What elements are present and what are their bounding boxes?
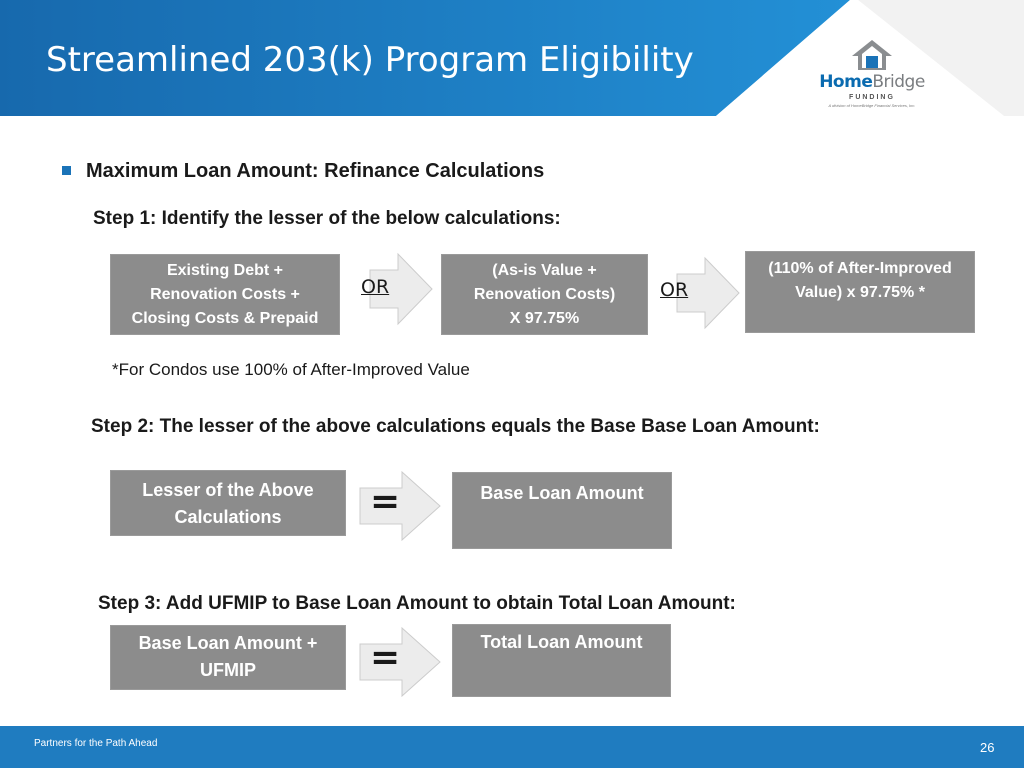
calc-line: Total Loan Amount [480,632,643,652]
page-number: 26 [980,740,995,755]
calc-line: UFMIP [200,660,256,680]
step1-label: Step 1: Identify the lesser of the below calculations: [93,208,561,229]
calc-box-existing-debt [110,254,340,335]
house-icon [850,38,894,72]
logo-fineprint: A division of HomeBridge Financial Services, Inc. [828,103,916,108]
or-label-2: OR [660,279,689,301]
calc-line: X 97.75% [509,310,580,327]
calc-line: Base Loan Amount [480,483,644,503]
header-banner [0,0,1024,116]
base-plus-ufmip-box [110,625,346,690]
base-loan-amount-box [452,472,672,549]
calc-line: Value) x 97.75% * [795,284,925,301]
calc-line: Base Loan Amount + [138,633,318,653]
calc-line: Existing Debt + [166,262,284,279]
homebridge-logo [812,36,932,116]
calc-line: Closing Costs & Prepaid [131,310,319,327]
equals-sign: = [370,481,401,522]
calc-line: (As-is Value + [492,262,597,279]
calc-line: Renovation Costs) [473,286,616,303]
calc-box-after-improved [745,251,975,333]
or-label-1: OR [361,276,390,298]
logo-subtitle: FUNDING [849,94,895,101]
page-title: Streamlined 203(k) Program Eligibility [46,40,694,80]
footer-tagline: Partners for the Path Ahead [34,738,158,749]
section-heading: Maximum Loan Amount: Refinance Calculations [86,160,545,182]
bullet-square [62,166,71,175]
condo-note: *For Condos use 100% of After-Improved Value [112,360,470,379]
step3-label: Step 3: Add UFMIP to Base Loan Amount to obtain Total Loan Amount: [98,593,736,614]
calc-line: Renovation Costs + [150,286,300,303]
total-loan-amount-box [452,624,671,697]
step2-label: Step 2: The lesser of the above calculations equals the Base Base Loan Amount: [91,416,820,437]
calc-line: Calculations [174,507,282,527]
calc-line: Lesser of the Above [142,480,314,500]
calc-box-as-is-value [441,254,648,335]
lesser-calculations-box [110,470,346,536]
calc-line: (110% of After-Improved [768,260,952,277]
logo-text: HomeBridge [819,72,925,92]
equals-sign: = [370,637,401,678]
